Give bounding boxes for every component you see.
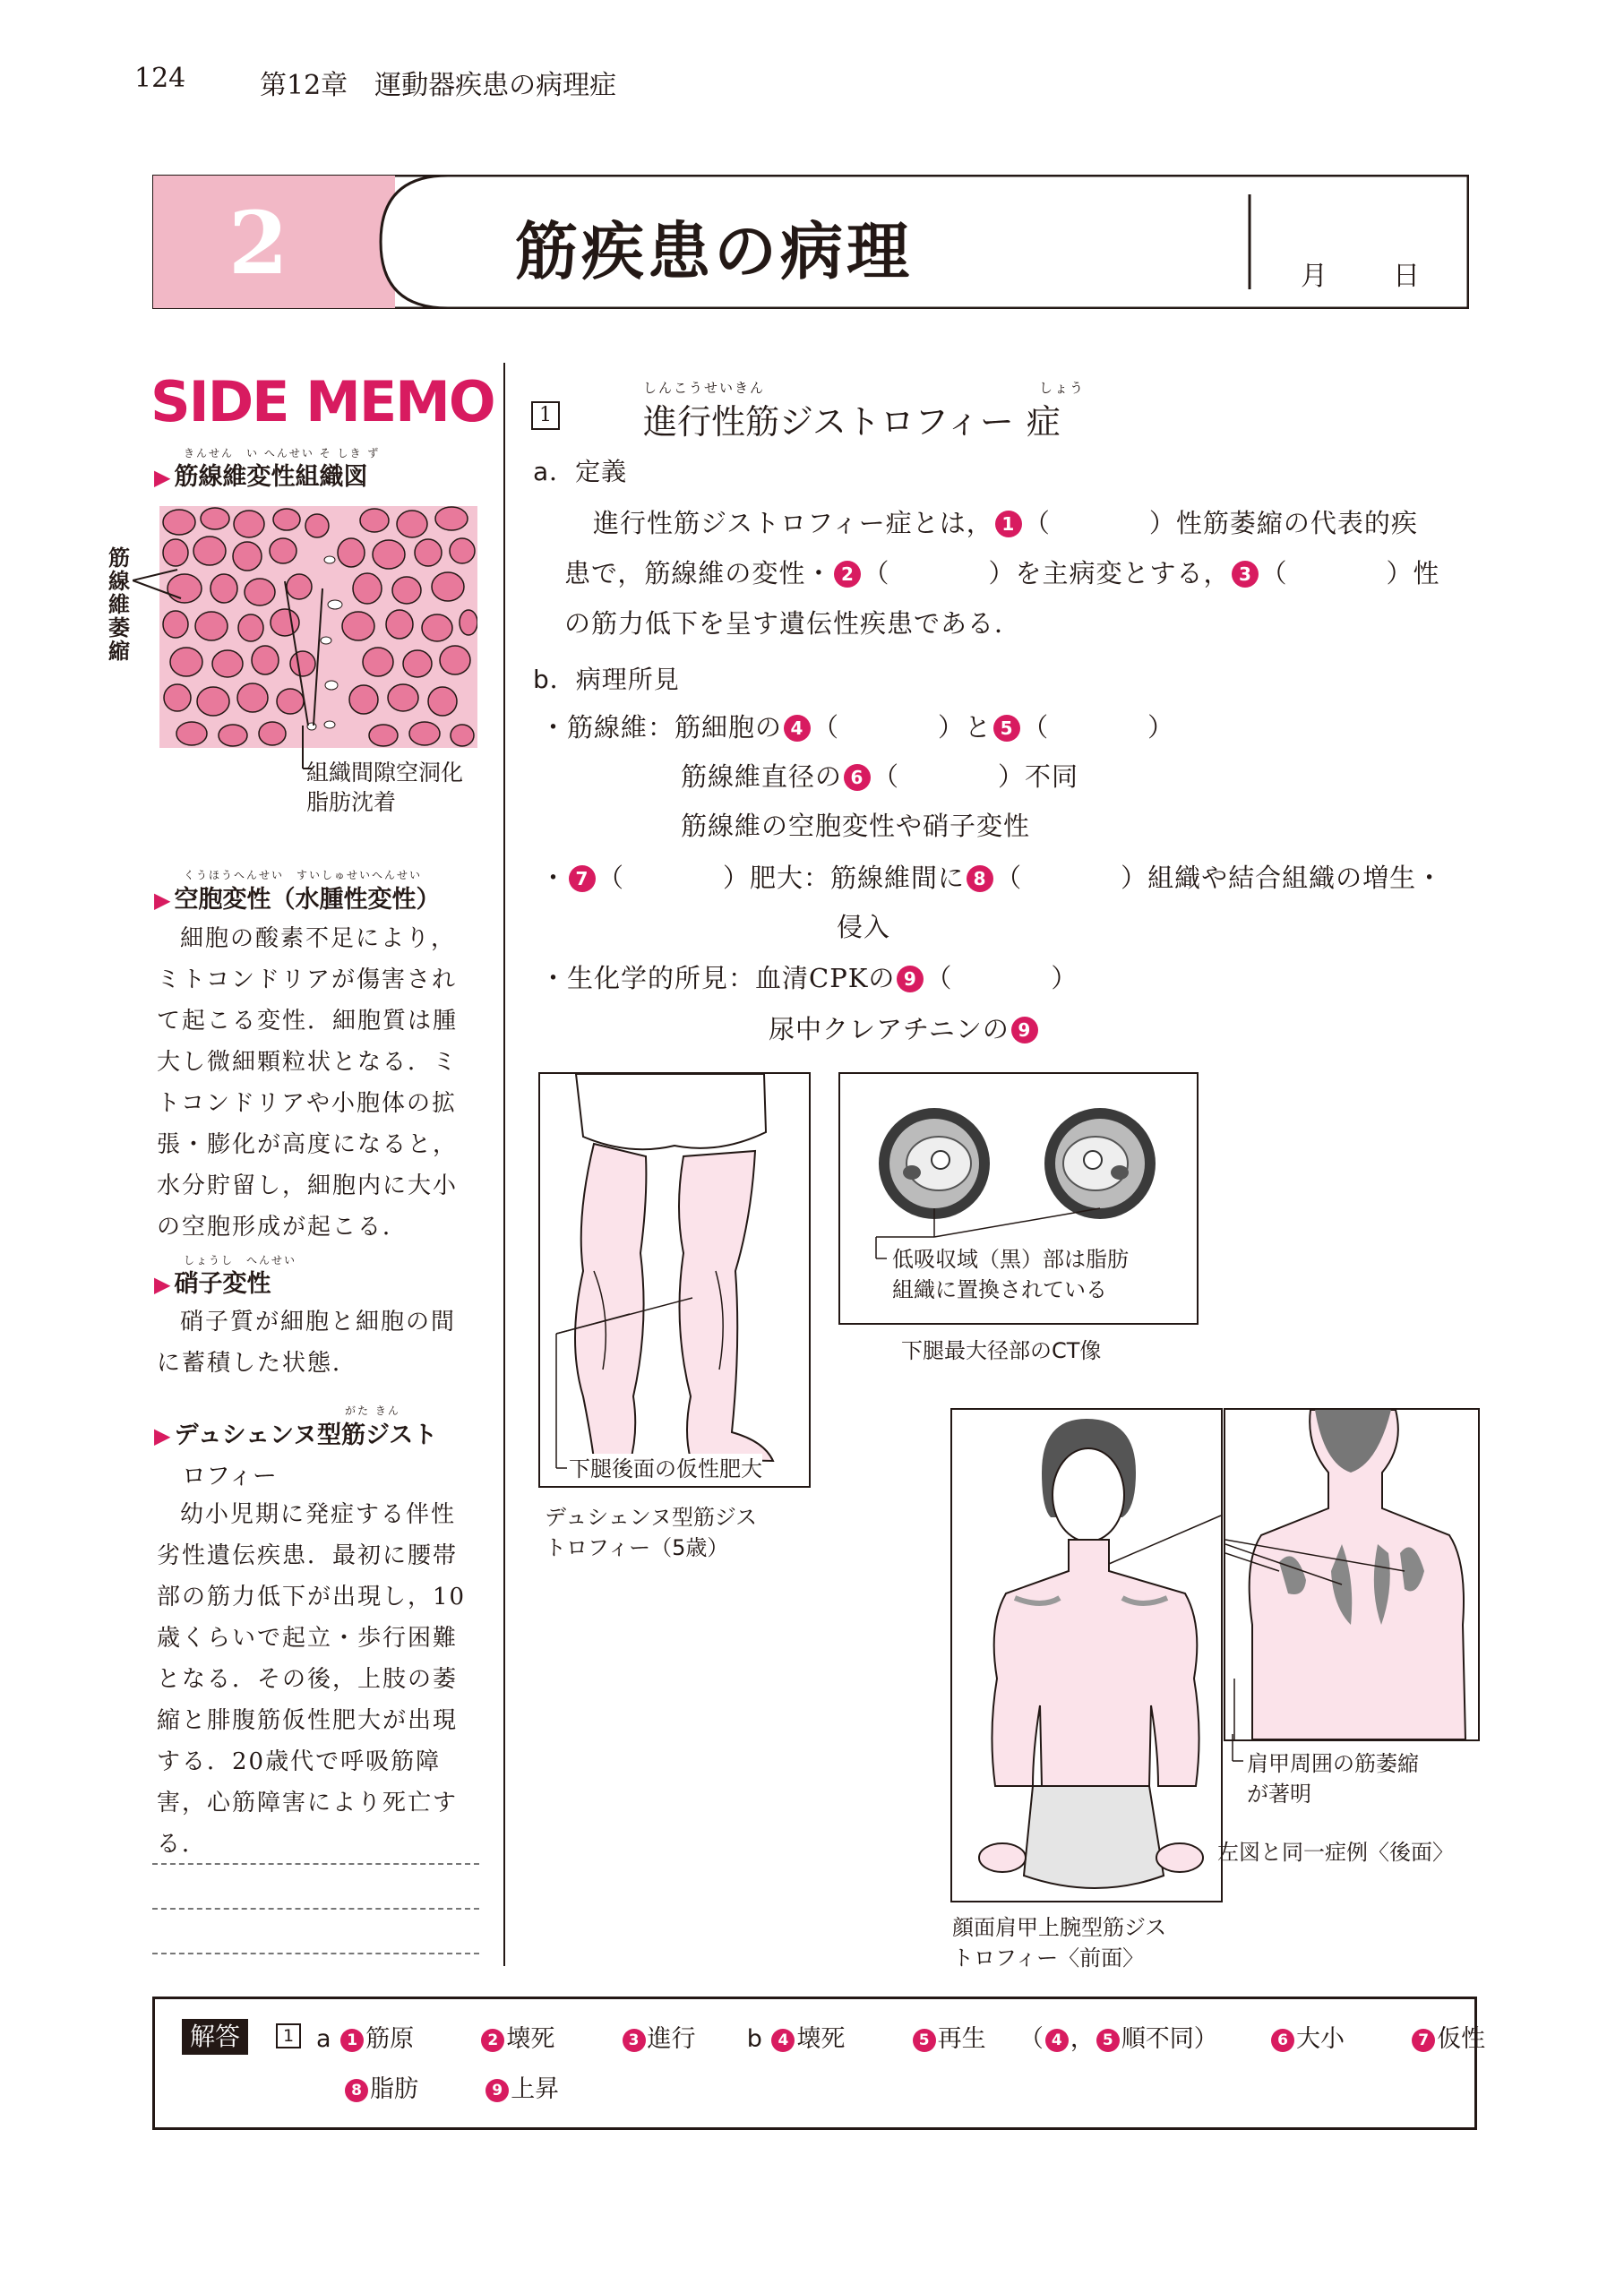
page-number: 124 — [134, 63, 186, 94]
memo-rule-2 — [152, 1908, 479, 1910]
back-caption: 左図と同一症例〈後面〉 — [1217, 1840, 1454, 1865]
definition-line-2: 患で，筋線維の変性・ 2 （ ）を主病変とする， 3 （ ）性 — [564, 558, 1440, 588]
legs-caption-1: デュシェンヌ型筋ジス — [545, 1505, 758, 1530]
fsh-back-illustration — [1225, 1410, 1478, 1739]
fiber-atrophy-label-char: 線 — [108, 569, 130, 594]
legs-caption-2: トロフィー（5歳） — [545, 1535, 729, 1560]
section-number: 2 — [228, 193, 288, 294]
pathology-heading: b．病理所見 — [533, 665, 680, 694]
topic-ruby-b: しょう — [1039, 380, 1086, 396]
finding-line-5: 侵入 — [837, 912, 891, 942]
front-caption-2: トロフィー〈前面〉 — [952, 1945, 1145, 1971]
histology-title: ▶ 筋線維変性組織図 — [154, 463, 368, 491]
date-month: 月 — [1301, 261, 1328, 292]
definition-line-1: 進行性筋ジストロフィー症とは， 1 （ ）性筋萎縮の代表的疾 — [593, 508, 1418, 538]
fiber-atrophy-label-char: 縮 — [108, 639, 130, 664]
hyaline-title: ▶ 硝子変性 — [154, 1270, 271, 1298]
fiber-atrophy-label-char: 維 — [108, 592, 130, 617]
fsh-back-figure — [1224, 1408, 1480, 1741]
vacuolar-text: 細胞の酸素不足により， ミトコンドリアが傷害され て起こる変性．細胞質は腫 大し微細顆粒状となる．ミ トコンドリアや小胞体の拡 張・膨化が高度になると， 水分貯留し，細胞内に大小 の空胞形成が起こる． — [157, 925, 459, 1241]
muscle-fiber-histology-image — [159, 506, 477, 748]
front-caption-1: 顔面肩甲上腕型筋ジス — [952, 1915, 1167, 1940]
triangle-icon: ▶ — [154, 888, 171, 913]
duchenne-legs-figure — [538, 1072, 811, 1488]
ct-label-2: 組織に置換されている — [892, 1277, 1107, 1302]
topic-ruby-a: しんこうせいきん — [643, 380, 766, 396]
memo-rule-1 — [152, 1863, 479, 1865]
ct-label-1: 低吸収域（黒）部は脂肪 — [892, 1247, 1129, 1272]
triangle-icon: ▶ — [154, 465, 171, 490]
chapter-title: 第12章 運動器疾患の病理症 — [260, 70, 617, 101]
answer-line-1: a 1 筋原 2 壊死 3 進行 b 4 壊死 5 再生 （ 4 ， 5 順不同） 6 大小 7 仮性 — [316, 2025, 1486, 2053]
legs-label: 下腿後面の仮性肥大 — [569, 1454, 762, 1484]
histology-ruby: きんせん い へんせい そ しき ず — [184, 447, 381, 459]
fiber-atrophy-label-char: 筋 — [108, 545, 130, 571]
fiber-atrophy-label — [106, 546, 133, 663]
interstitial-label-1: 組織間隙空洞化 — [306, 760, 464, 786]
calf-pseudohypertrophy-illustration — [540, 1074, 809, 1486]
side-memo-heading: SIDE MEMO — [150, 369, 494, 434]
back-label-1: 肩甲周囲の筋萎縮 — [1247, 1751, 1419, 1776]
hyaline-text: 硝子質が細胞と細胞の間 に蓄積した状態． — [157, 1309, 457, 1377]
answer-label: 解答 — [182, 2019, 248, 2055]
duchenne-ruby: がた きん — [345, 1404, 400, 1417]
atrophy-pointer-lines — [133, 564, 186, 636]
finding-line-7: 尿中クレアチニンの 9 — [769, 1009, 1040, 1046]
duchenne-title: ▶ デュシェンヌ型筋ジスト — [154, 1421, 438, 1449]
finding-line-3: 筋線維の空胞変性や硝子変性 — [681, 811, 1031, 841]
finding-line-2: 筋線維直径の 6 （ ）不同 — [681, 761, 1079, 792]
column-divider — [503, 363, 505, 1966]
vacuolar-title: ▶ 空胞変性（水腫性変性） — [154, 886, 441, 914]
ct-figure — [838, 1072, 1199, 1325]
section-title: 筋疾患の病理 — [515, 215, 913, 288]
finding-line-4: ・ 7 （ ）肥大：筋線維間に 8 （ ）組織や結合組織の増生・ — [540, 863, 1444, 893]
answer-line-2: 8 脂肪 9 上昇 — [343, 2069, 559, 2104]
memo-rule-3 — [152, 1953, 479, 1954]
triangle-icon: ▶ — [154, 1423, 171, 1448]
date-day: 日 — [1393, 261, 1420, 292]
vacuolar-ruby: くうほうへんせい すいしゅせいへんせい — [184, 869, 423, 881]
duchenne-title-cont: ロフィー — [182, 1463, 277, 1490]
hyaline-ruby: しょうし へんせい — [184, 1254, 297, 1267]
finding-line-1: ・筋線維：筋細胞の 4 （ ）と 5 （ ） — [540, 712, 1175, 743]
fiber-atrophy-label-char: 萎 — [108, 615, 130, 640]
topic-number-box: 1 — [531, 401, 560, 430]
interstitial-label-2: 脂肪沈着 — [306, 789, 397, 815]
finding-line-6: ・生化学的所見：血清CPKの 9 （ ） — [540, 963, 1078, 993]
back-label-2: が著明 — [1247, 1782, 1311, 1807]
fsh-front-illustration — [952, 1410, 1221, 1901]
answer-topic-box: 1 — [276, 2023, 301, 2048]
section-banner — [152, 175, 1469, 309]
duchenne-text: 幼小児期に発症する伴性 劣性遺伝疾患．最初に腰帯 部の筋力低下が出現し，10 歳くらいで起立・歩行困難 となる．その後，上肢の萎 縮と腓腹筋仮性肥大が出現 する．20歳代で呼吸筋障 害，心筋障害により死亡す る． — [157, 1501, 467, 1858]
definition-heading: a．定義 — [533, 457, 628, 486]
fsh-front-figure — [950, 1408, 1223, 1902]
triangle-icon: ▶ — [154, 1272, 171, 1297]
histology-figure — [159, 506, 477, 748]
topic-title: 進行性筋ジストロフィー 症 — [643, 402, 1061, 442]
definition-line-3: の筋力低下を呈す遺伝性疾患である． — [564, 608, 1022, 639]
ct-caption: 下腿最大径部のCT像 — [901, 1338, 1102, 1363]
answer-box — [152, 1997, 1486, 2130]
